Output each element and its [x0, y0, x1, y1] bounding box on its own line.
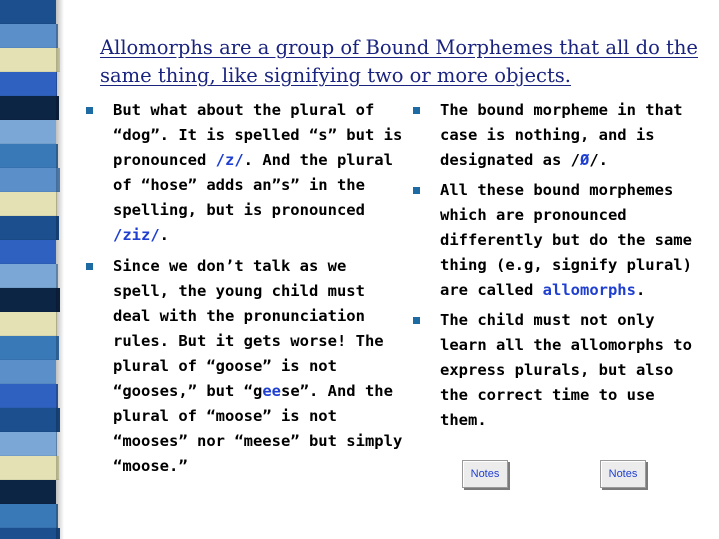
stripe-segment: [0, 360, 56, 384]
stripe-segment: [0, 432, 57, 456]
stripe-segment: [0, 120, 56, 144]
left-column: [83, 98, 403, 485]
stripe-segment: [0, 312, 57, 336]
square-bullet-icon: [86, 263, 93, 270]
highlight-ziz: /ziz/: [113, 226, 160, 244]
bullet-text: se”. And the plural of “moose” is not “mooses” nor “meese” but simply “moose.”: [113, 382, 403, 475]
stripe-segment: [0, 336, 59, 360]
stripe-segment: [0, 72, 57, 96]
stripe-segment: [0, 0, 56, 24]
stripe-segment: [0, 384, 58, 408]
bullet-text: /.: [589, 151, 608, 169]
bullet-null-morpheme: [410, 98, 710, 173]
bullet-text: Since we don’t talk as we spell, the young child must deal with the pronunciation rules. But it gets worse! The plural of “goose” is not “gooses,” but “g: [113, 257, 384, 400]
stripe-segment: [0, 24, 58, 48]
stripe-segment: [0, 264, 58, 288]
stripe-segment: [0, 240, 56, 264]
stripe-segment: [0, 96, 59, 120]
bullet-goose-plural: [83, 254, 403, 479]
null-symbol: Ø: [579, 151, 590, 169]
square-bullet-icon: [413, 317, 420, 324]
square-bullet-icon: [413, 187, 420, 194]
bullet-text: The child must not only learn all the allomorphs to express plurals, but also the correct time to use them.: [440, 311, 692, 429]
square-bullet-icon: [86, 107, 93, 114]
stripe-segment: [0, 48, 60, 72]
stripe-segment: [0, 216, 59, 240]
stripe-segment: [0, 456, 59, 480]
stripe-segment: [0, 168, 60, 192]
stripe-segment: [0, 528, 60, 539]
bullet-text: The bound morpheme in that case is nothing, and is designated as /: [440, 101, 683, 169]
bullet-text: .: [635, 281, 646, 299]
bullet-text: But what about the plural of “dog”. It is spelled “s” but is pronounced: [113, 101, 403, 169]
right-column: [410, 98, 710, 438]
bullet-text: . And the plural of “hose” adds an”s” in the spelling, but is pronounced: [113, 151, 393, 219]
bullet-text: All these bound morphemes which are pronounced differently but do the same thing (e.g, signify plural) are called: [440, 181, 692, 299]
stripe-segment: [0, 408, 60, 432]
bullet-child-learning: [410, 308, 710, 433]
stripe-segment: [0, 288, 60, 312]
stripe-segment: [0, 480, 56, 504]
slide-title: Allomorphs are a group of Bound Morphemes that all do the same thing, like signifying two or more objects.: [100, 36, 698, 87]
highlight-ee: ee: [262, 382, 281, 400]
decorative-stripe-border: [0, 0, 64, 539]
notes-button-2[interactable]: Notes: [600, 460, 646, 488]
bullet-text: .: [159, 226, 170, 244]
square-bullet-icon: [413, 107, 420, 114]
stripe-segment: [0, 504, 58, 528]
bullet-dog-plural: [83, 98, 403, 248]
highlight-z: /z/: [215, 151, 244, 169]
bullet-allomorphs-definition: [410, 178, 710, 303]
notes-button-1[interactable]: Notes: [462, 460, 508, 488]
highlight-allomorphs: allomorphs: [542, 281, 636, 299]
stripe-segment: [0, 192, 57, 216]
stripe-shadow: [56, 0, 64, 539]
stripe-segment: [0, 144, 58, 168]
